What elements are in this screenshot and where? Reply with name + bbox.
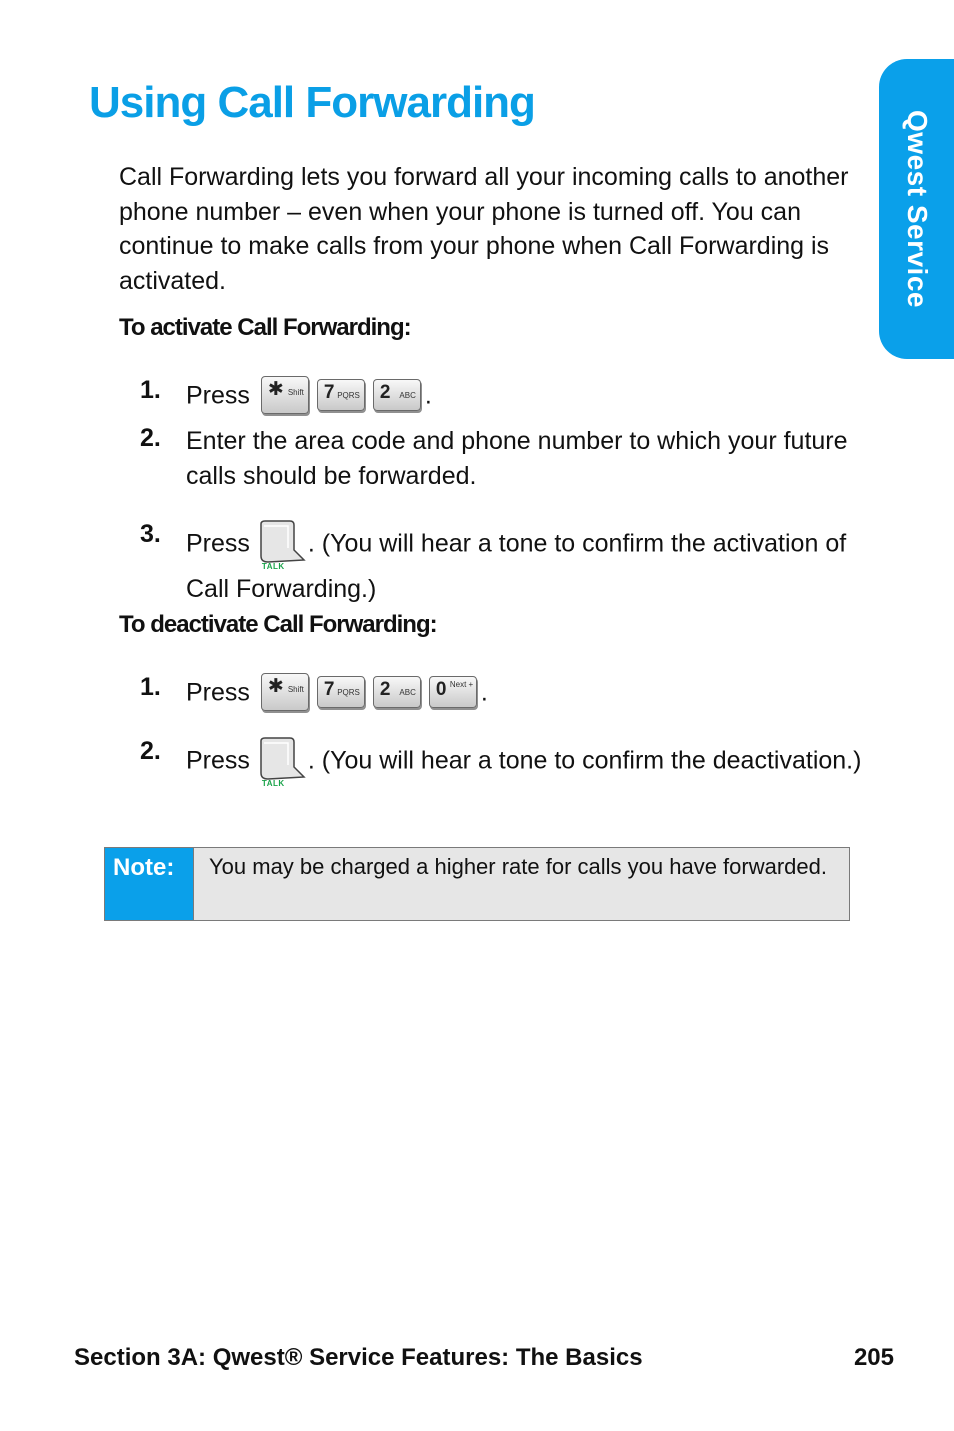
activate-heading: To activate Call Forwarding: xyxy=(119,314,411,341)
section-side-tab xyxy=(879,59,954,359)
step-text: Press xyxy=(186,529,250,558)
key-symbol: 2 xyxy=(379,382,391,403)
talk-key-icon xyxy=(258,520,306,571)
two-abc-key-icon xyxy=(373,676,421,708)
talk-key-label: TALK xyxy=(261,779,285,788)
seven-pqrs-key-icon xyxy=(317,676,365,708)
step-number: 2. xyxy=(140,424,161,452)
step-text-after: . (You will hear a tone to confirm the deactivation.) xyxy=(307,746,862,775)
note-text: You may be charged a higher rate for calls you have forwarded. xyxy=(209,854,827,879)
step-number: 1. xyxy=(140,673,161,701)
zero-next-key-icon xyxy=(429,676,477,708)
page-number: 205 xyxy=(853,1344,894,1371)
talk-key-icon xyxy=(258,737,306,788)
step-number: 3. xyxy=(140,520,161,548)
key-subtext: ABC xyxy=(399,391,416,400)
key-subtext: PQRS xyxy=(337,391,360,400)
step-text: Enter the area code and phone number to which your future calls should be forwarded. xyxy=(186,427,848,490)
key-symbol: ✱ xyxy=(267,676,284,697)
talk-key-label: TALK xyxy=(261,562,285,571)
side-tab-label: Qwest Service xyxy=(901,110,933,308)
step-text: Press xyxy=(186,381,250,410)
note-box xyxy=(104,847,850,921)
note-label: Note: xyxy=(105,848,194,920)
key-symbol: 7 xyxy=(323,679,335,700)
key-subtext: Shift xyxy=(287,685,304,694)
step-end-punctuation: . xyxy=(424,381,432,410)
step-text-after: . (You will hear a tone to confirm the activation of Call Forwarding.) xyxy=(186,529,847,603)
page-title: Using Call Forwarding xyxy=(89,78,535,127)
step-text-line xyxy=(186,737,866,787)
step-end-punctuation: . xyxy=(480,678,488,707)
step-text: Press xyxy=(186,678,250,707)
star-shift-key-icon xyxy=(261,376,309,414)
key-symbol: ✱ xyxy=(267,379,284,400)
seven-pqrs-key-icon xyxy=(317,379,365,411)
key-symbol: 0 xyxy=(435,679,447,700)
step-text-line xyxy=(186,376,866,418)
deactivate-heading: To deactivate Call Forwarding: xyxy=(119,611,437,638)
key-subtext: Shift xyxy=(287,388,304,397)
key-symbol: 7 xyxy=(323,382,335,403)
key-subtext: ABC xyxy=(399,688,416,697)
step-text: Press xyxy=(186,746,250,775)
footer-section-title: Section 3A: Qwest® Service Features: The Basics xyxy=(74,1344,643,1371)
step-text-line xyxy=(186,520,866,608)
key-symbol: 2 xyxy=(379,679,391,700)
step-number: 1. xyxy=(140,376,161,404)
key-subtext: PQRS xyxy=(337,688,360,697)
star-shift-key-icon xyxy=(261,673,309,711)
key-subtext: Next + xyxy=(449,680,474,689)
step-number: 2. xyxy=(140,737,161,765)
intro-paragraph: Call Forwarding lets you forward all your incoming calls to another phone number – even when your phone is turned off. You can continue to make calls from your phone when Call Forwarding is activated. xyxy=(119,163,849,295)
two-abc-key-icon xyxy=(373,379,421,411)
step-text-line xyxy=(186,673,866,715)
